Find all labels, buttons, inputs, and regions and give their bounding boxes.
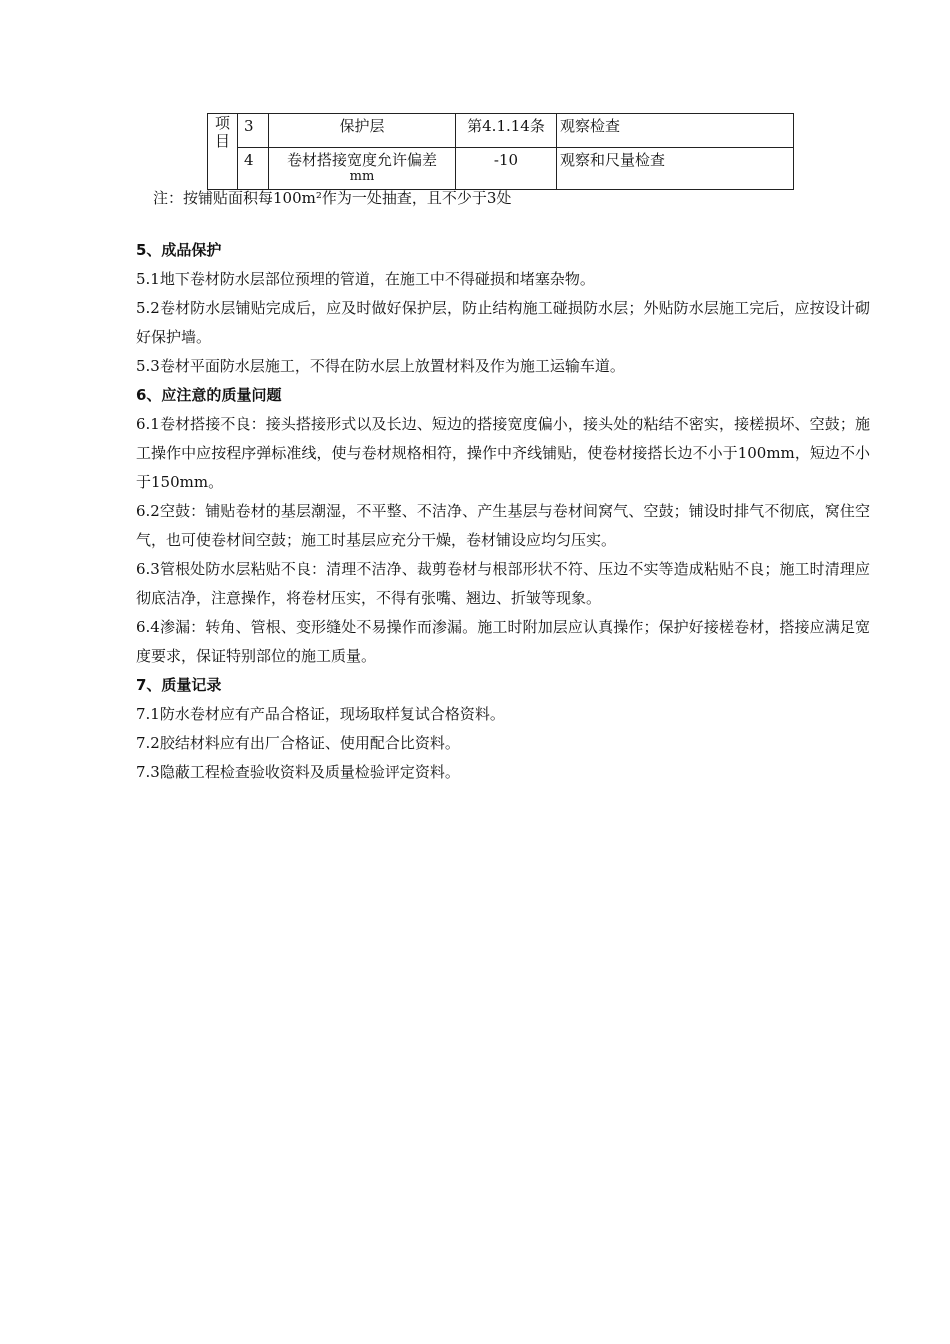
paragraph: 6.4渗漏：转角、管根、变形缝处不易操作而渗漏。施工时附加层应认真操作；保护好接槎卷材，搭接应满足宽度要求，保证特别部位的施工质量。	[136, 618, 870, 665]
table-row	[208, 114, 794, 148]
inspection-method: 观察和尺量检查	[557, 148, 794, 190]
section-quality-records	[136, 671, 870, 787]
inspection-item	[269, 114, 456, 148]
standard-clause: 第4.1.14条	[456, 114, 557, 148]
paragraph: 5.3卷材平面防水层施工，不得在防水层上放置材料及作为施工运输车道。	[136, 357, 625, 375]
group-label-cell	[208, 114, 238, 190]
paragraph: 7.1防水卷材应有产品合格证，现场取样复试合格资料。	[136, 705, 505, 723]
section-heading: 6、应注意的质量问题	[136, 386, 282, 404]
document-body	[136, 236, 870, 787]
paragraph: 7.2胶结材料应有出厂合格证、使用配合比资料。	[136, 734, 460, 752]
paragraph: 6.1卷材搭接不良：接头搭接形式以及长边、短边的搭接宽度偏小，接头处的粘结不密实，接槎损坏、空鼓；施工操作中应按程序弹标准线，使与卷材规格相符，操作中齐线铺贴，使卷材接搭长边不小于100mm，短边不小于150mm。	[136, 415, 870, 491]
inspection-table-fragment	[207, 113, 794, 190]
paragraph: 5.2卷材防水层铺贴完成后，应及时做好保护层，防止结构施工碰损防水层；外贴防水层施工完后，应按设计砌好保护墙。	[136, 299, 870, 346]
inspection-method: 观察检查	[557, 114, 794, 148]
paragraph: 7.3隐蔽工程检查验收资料及质量检验评定资料。	[136, 763, 460, 781]
group-label: 项目	[214, 114, 230, 150]
section-heading: 7、质量记录	[136, 676, 222, 694]
row-number: 3	[238, 114, 269, 148]
item-name: 保护层	[339, 117, 385, 135]
row-number: 4	[238, 148, 269, 190]
section-heading: 5、成品保护	[136, 241, 222, 259]
paragraph: 5.1地下卷材防水层部位预埋的管道，在施工中不得碰损和堵塞杂物。	[136, 270, 595, 288]
inspection-table	[207, 113, 794, 190]
allowed-deviation: -10	[456, 148, 557, 190]
table-row	[208, 148, 794, 190]
item-name: 卷材搭接宽度允许偏差	[286, 151, 437, 169]
section-finished-product-protection	[136, 236, 870, 381]
section-quality-issues	[136, 381, 870, 671]
paragraph: 6.3管根处防水层粘贴不良：清理不洁净、裁剪卷材与根部形状不符、压边不实等造成粘贴不良；施工时清理应彻底洁净，注意操作，将卷材压实，不得有张嘴、翘边、折皱等现象。	[136, 560, 870, 607]
inspection-item	[269, 148, 456, 190]
paragraph: 6.2空鼓：铺贴卷材的基层潮湿，不平整、不洁净、产生基层与卷材间窝气、空鼓；铺设时排气不彻底，窝住空气，也可使卷材间空鼓；施工时基层应充分干燥，卷材铺设应均匀压实。	[136, 502, 870, 549]
table-note: 注：按铺贴面积每100m²作为一处抽查，且不少于3处	[153, 189, 512, 207]
item-unit: mm	[349, 169, 375, 184]
